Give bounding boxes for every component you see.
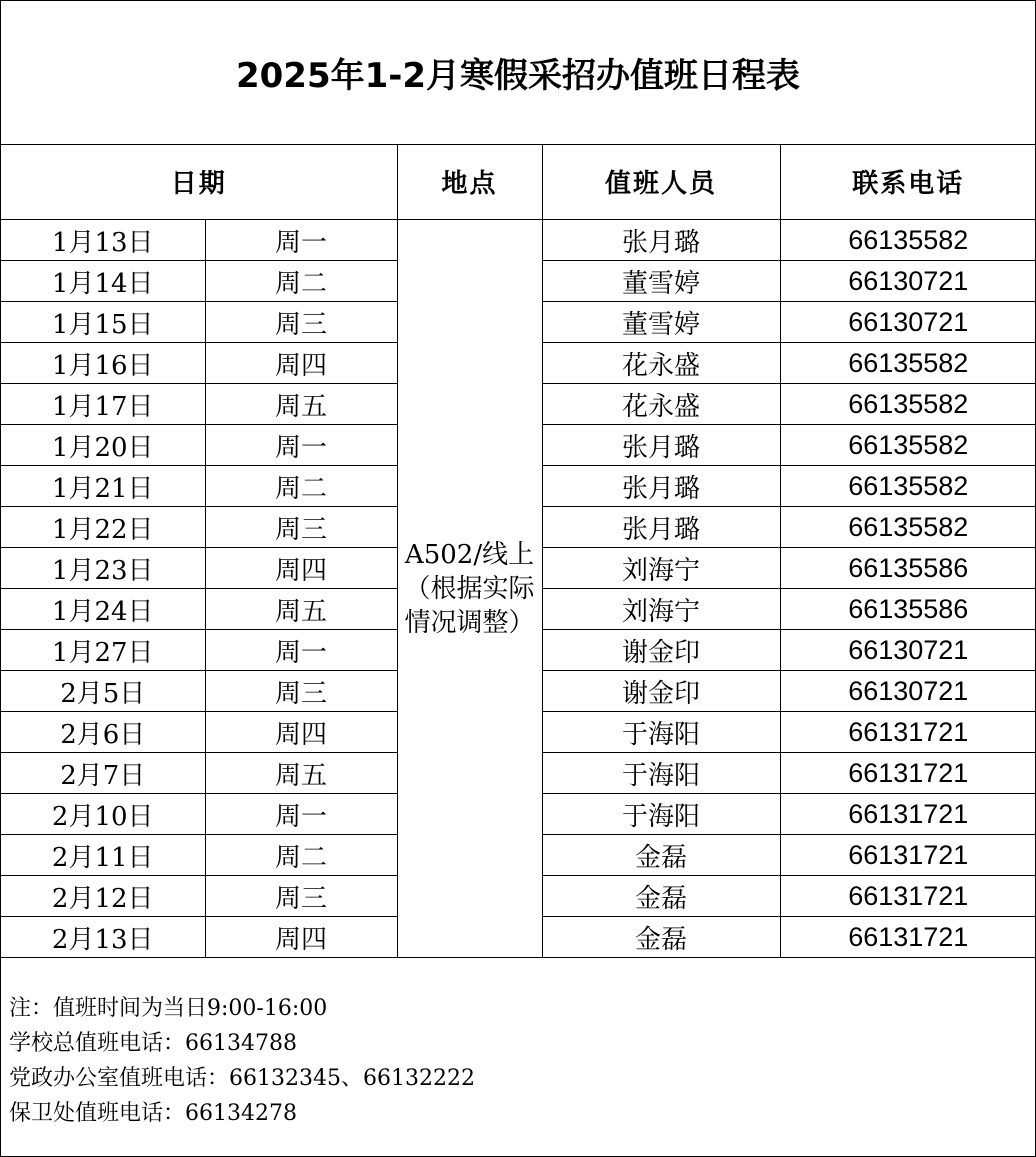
weekday-cell: 周二: [205, 466, 397, 507]
phone-cell: 66131721: [780, 917, 1036, 958]
note-line: 党政办公室值班电话：66132345、66132222: [9, 1066, 475, 1091]
phone-cell: 66130721: [780, 302, 1036, 343]
phone-cell: 66130721: [780, 630, 1036, 671]
date-cell: 2月11日: [1, 835, 205, 876]
staff-cell: 张月璐: [542, 507, 780, 548]
date-cell: 1月16日: [1, 343, 205, 384]
date-cell: 2月6日: [1, 712, 205, 753]
date-cell: 1月14日: [1, 261, 205, 302]
date-cell: 1月15日: [1, 302, 205, 343]
page-title: 2025年1-2月寒假采招办值班日程表: [1, 1, 1035, 145]
date-cell: 2月5日: [1, 671, 205, 712]
date-cell: 1月23日: [1, 548, 205, 589]
note-line: 保卫处值班电话：66134278: [9, 1101, 297, 1126]
staff-cell: 金磊: [542, 917, 780, 958]
weekday-cell: 周三: [205, 507, 397, 548]
phone-cell: 66135582: [780, 425, 1036, 466]
staff-cell: 金磊: [542, 876, 780, 917]
header-staff: 值班人员: [542, 144, 780, 220]
weekday-cell: 周二: [205, 835, 397, 876]
weekday-cell: 周一: [205, 220, 397, 261]
phone-cell: 66131721: [780, 753, 1036, 794]
weekday-cell: 周四: [205, 548, 397, 589]
header-phone: 联系电话: [780, 144, 1036, 220]
phone-cell: 66135582: [780, 220, 1036, 261]
staff-cell: 张月璐: [542, 220, 780, 261]
weekday-cell: 周一: [205, 794, 397, 835]
header-date: 日期: [1, 144, 397, 220]
phone-cell: 66135582: [780, 507, 1036, 548]
weekday-cell: 周三: [205, 876, 397, 917]
weekday-cell: 周五: [205, 753, 397, 794]
staff-cell: 董雪婷: [542, 302, 780, 343]
date-cell: 2月13日: [1, 917, 205, 958]
phone-cell: 66130721: [780, 671, 1036, 712]
staff-cell: 刘海宁: [542, 548, 780, 589]
note-line: 注：值班时间为当日9:00-16:00: [9, 996, 328, 1021]
staff-cell: 花永盛: [542, 343, 780, 384]
staff-cell: 于海阳: [542, 794, 780, 835]
date-cell: 1月27日: [1, 630, 205, 671]
date-cell: 1月21日: [1, 466, 205, 507]
date-cell: 1月13日: [1, 220, 205, 261]
phone-cell: 66131721: [780, 794, 1036, 835]
staff-cell: 于海阳: [542, 712, 780, 753]
phone-cell: 66135582: [780, 466, 1036, 507]
table-row: [1, 220, 1036, 261]
staff-cell: 于海阳: [542, 753, 780, 794]
date-cell: 2月12日: [1, 876, 205, 917]
weekday-cell: 周三: [205, 671, 397, 712]
phone-cell: 66131721: [780, 835, 1036, 876]
note-line: 学校总值班电话：66134788: [9, 1031, 297, 1056]
duty-schedule-table: [1, 144, 1036, 958]
staff-cell: 张月璐: [542, 466, 780, 507]
staff-cell: 谢金印: [542, 630, 780, 671]
table-body: [1, 220, 1036, 958]
weekday-cell: 周一: [205, 630, 397, 671]
weekday-cell: 周三: [205, 302, 397, 343]
date-cell: 1月22日: [1, 507, 205, 548]
weekday-cell: 周四: [205, 917, 397, 958]
location-cell: A502/线上（根据实际情况调整）: [397, 220, 542, 958]
staff-cell: 刘海宁: [542, 589, 780, 630]
staff-cell: 花永盛: [542, 384, 780, 425]
weekday-cell: 周五: [205, 384, 397, 425]
weekday-cell: 周四: [205, 712, 397, 753]
weekday-cell: 周五: [205, 589, 397, 630]
phone-cell: 66131721: [780, 712, 1036, 753]
date-cell: 1月20日: [1, 425, 205, 466]
phone-cell: 66131721: [780, 876, 1036, 917]
date-cell: 1月17日: [1, 384, 205, 425]
date-cell: 1月24日: [1, 589, 205, 630]
phone-cell: 66130721: [780, 261, 1036, 302]
date-cell: 2月7日: [1, 753, 205, 794]
weekday-cell: 周一: [205, 425, 397, 466]
table-header-row: [1, 144, 1036, 220]
phone-cell: 66135582: [780, 384, 1036, 425]
date-cell: 2月10日: [1, 794, 205, 835]
weekday-cell: 周四: [205, 343, 397, 384]
staff-cell: 董雪婷: [542, 261, 780, 302]
notes-section: [9, 991, 1029, 1131]
weekday-cell: 周二: [205, 261, 397, 302]
header-location: 地点: [397, 144, 542, 220]
phone-cell: 66135586: [780, 589, 1036, 630]
staff-cell: 金磊: [542, 835, 780, 876]
phone-cell: 66135582: [780, 343, 1036, 384]
staff-cell: 张月璐: [542, 425, 780, 466]
staff-cell: 谢金印: [542, 671, 780, 712]
phone-cell: 66135586: [780, 548, 1036, 589]
